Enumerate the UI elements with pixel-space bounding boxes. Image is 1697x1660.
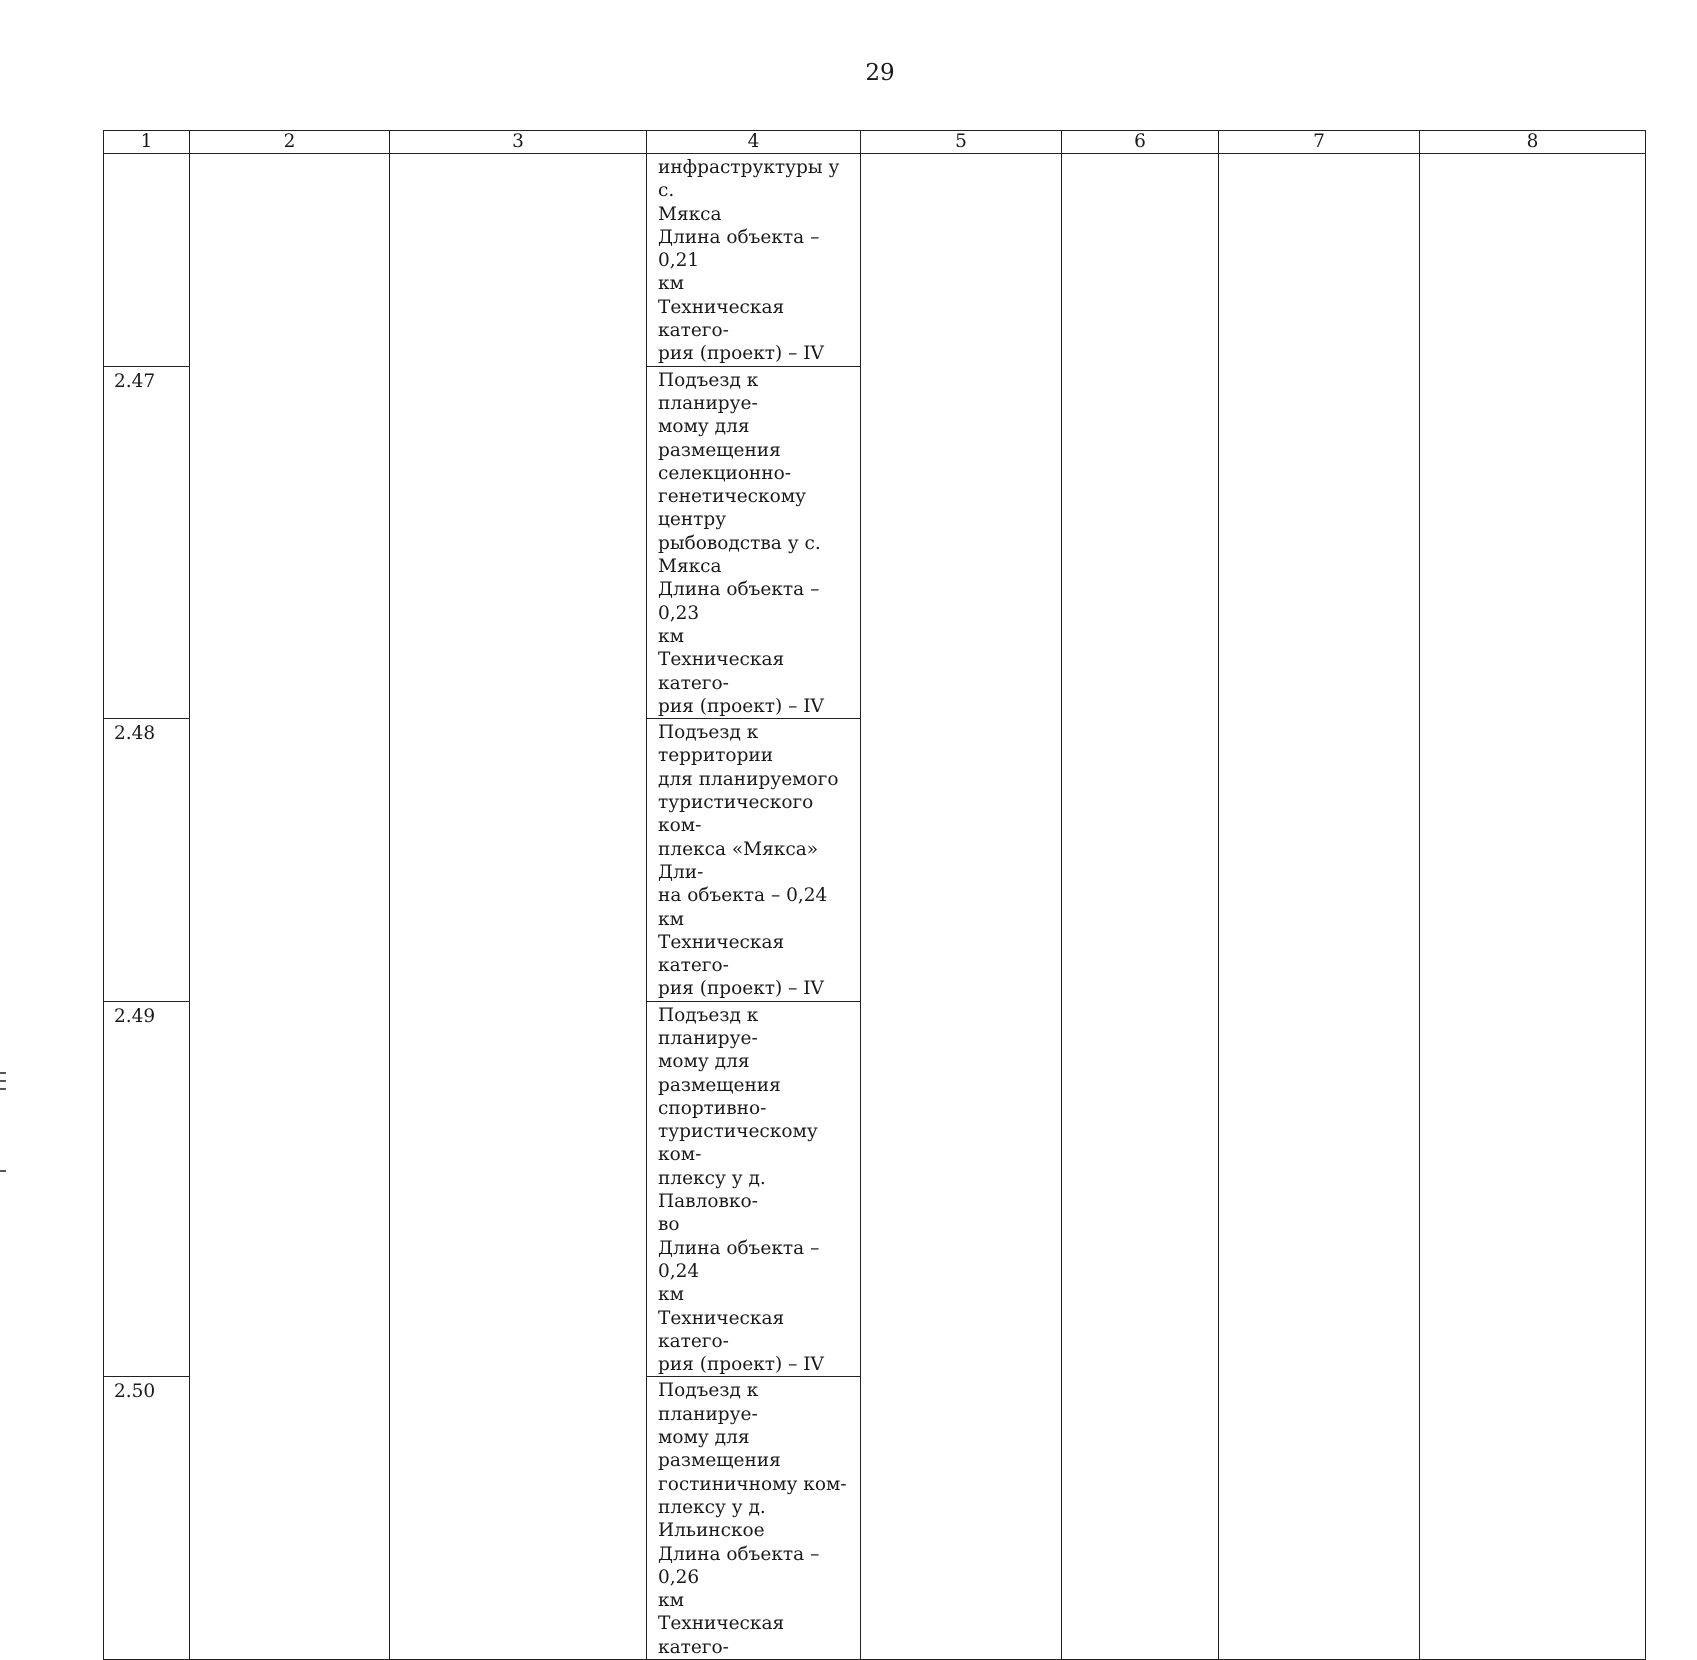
row-number: 2.49	[104, 1001, 190, 1377]
row-number: 2.47	[104, 366, 190, 718]
table-row	[104, 154, 1646, 367]
page-number: 29	[865, 60, 895, 86]
row-number	[104, 154, 190, 367]
column-header-4: 4	[647, 131, 861, 154]
row-number: 2.50	[104, 1377, 190, 1660]
column-header-2: 2	[190, 131, 390, 154]
object-description: Подъезд к планируе- мому для размещения гостиничному ком- плексу у д. Ильинское Длина объекта – 0,26 км Техническая катего-	[647, 1377, 861, 1660]
column-8-cell	[1420, 154, 1646, 1660]
object-description: Подъезд к планируе- мому для размещения селекционно- генетическому центру рыбоводства у с. Мякса Длина объекта – 0,23 км Техническая катего- рия (проект) – IV	[647, 366, 861, 718]
object-description: Подъезд к планируе- мому для размещения спортивно- туристическому ком- плексу у д. Павловко- во Длина объекта – 0,24 км Техническая катего- рия (проект) – IV	[647, 1001, 861, 1377]
column-6-cell	[1062, 154, 1219, 1660]
column-header-1: 1	[104, 131, 190, 154]
header-row	[104, 131, 1646, 154]
object-description: Подъезд к территории для планируемого туристического ком- плекса «Мякса» Дли- на объекта – 0,24 км Техническая катего- рия (проект) – IV	[647, 719, 861, 1002]
column-2-cell	[190, 154, 390, 1660]
row-number: 2.48	[104, 719, 190, 1002]
object-description: инфраструктуры у с. Мякса Длина объекта – 0,21 км Техническая катего- рия (проект) – IV	[647, 154, 861, 367]
document-table	[103, 130, 1646, 1660]
column-7-cell	[1219, 154, 1420, 1660]
scan-edge-mark	[0, 1072, 6, 1074]
column-header-3: 3	[390, 131, 647, 154]
scan-edge-mark	[0, 1170, 6, 1172]
column-header-6: 6	[1062, 131, 1219, 154]
column-header-8: 8	[1420, 131, 1646, 154]
column-3-cell	[390, 154, 647, 1660]
scan-edge-mark	[0, 1080, 6, 1082]
column-header-5: 5	[861, 131, 1062, 154]
column-header-7: 7	[1219, 131, 1420, 154]
column-5-cell	[861, 154, 1062, 1660]
scan-edge-mark	[0, 1088, 6, 1090]
